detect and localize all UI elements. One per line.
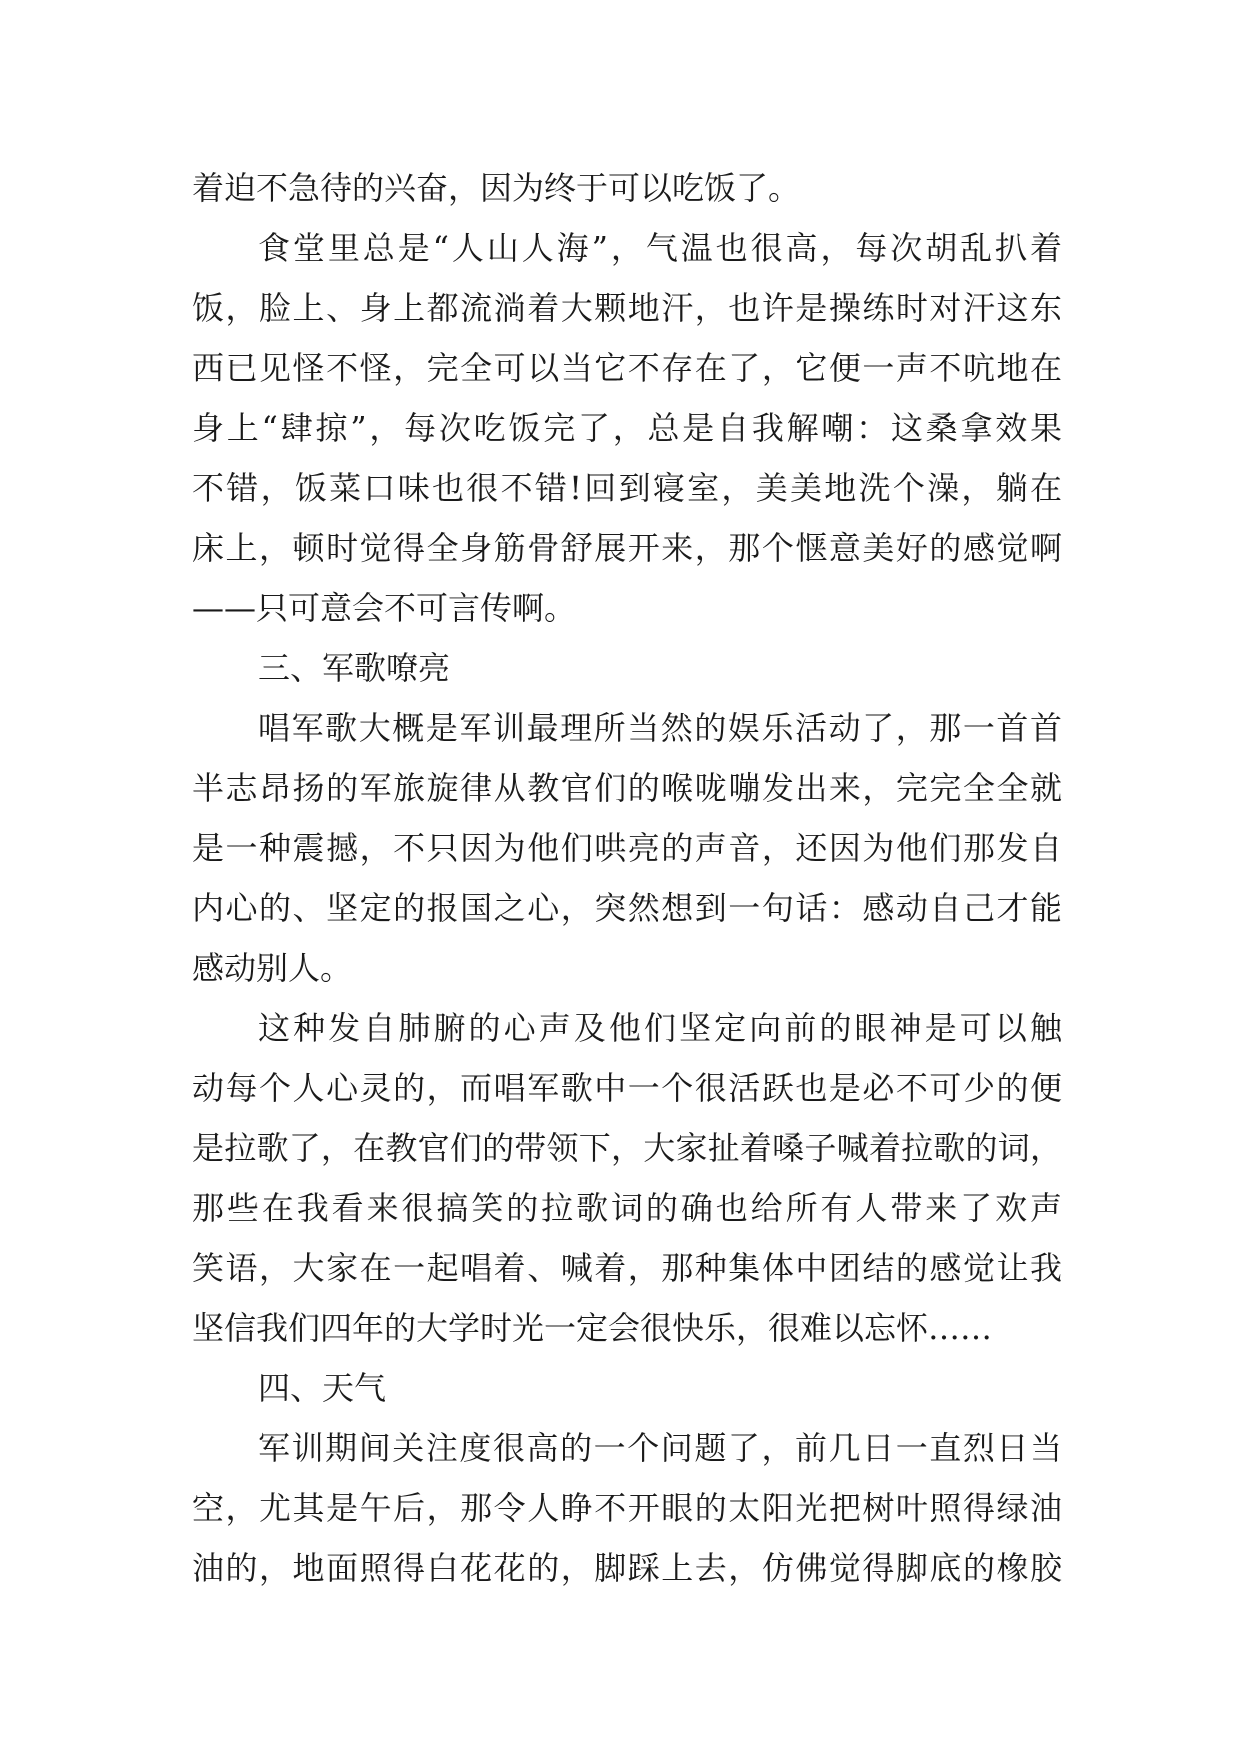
text-line: 床上，顿时觉得全身筋骨舒展开来，那个惬意美好的感觉啊: [192, 529, 1062, 567]
text-line: 动每个人心灵的，而唱军歌中一个很活跃也是必不可少的便: [192, 1069, 1062, 1107]
text-line: 是拉歌了，在教官们的带领下，大家扯着嗓子喊着拉歌的词，: [192, 1129, 1062, 1167]
text-line: 着迫不急待的兴奋，因为终于可以吃饭了。: [192, 169, 801, 207]
text-line: 内心的、坚定的报国之心，突然想到一句话：感动自己才能: [192, 889, 1062, 927]
text-line: 那些在我看来很搞笑的拉歌词的确也给所有人带来了欢声: [192, 1189, 1062, 1227]
text-line: 饭，脸上、身上都流淌着大颗地汗，也许是操练时对汗这东: [192, 289, 1062, 327]
text-line: 是一种震撼，不只因为他们哄亮的声音，还因为他们那发自: [192, 829, 1062, 867]
paragraph-first-line: 军训期间关注度很高的一个问题了，前几日一直烈日当: [258, 1429, 1062, 1467]
section-heading: 四、天气: [258, 1369, 387, 1407]
text-line: 不错，饭菜口味也很不错!回到寝室，美美地洗个澡，躺在: [192, 469, 1062, 507]
text-line: 坚信我们四年的大学时光一定会很快乐，很难以忘怀……: [192, 1309, 993, 1347]
text-line: 西已见怪不怪，完全可以当它不存在了，它便一声不吭地在: [192, 349, 1062, 387]
paragraph-first-line: 这种发自肺腑的心声及他们坚定向前的眼神是可以触: [258, 1009, 1062, 1047]
section-heading: 三、军歌嘹亮: [258, 649, 451, 687]
document-body: [192, 158, 1062, 1598]
text-line: ——只可意会不可言传啊。: [192, 589, 577, 627]
text-line: 油的，地面照得白花花的，脚踩上去，仿佛觉得脚底的橡胶: [192, 1549, 1062, 1587]
paragraph-first-line: 食堂里总是“人山人海”，气温也很高，每次胡乱扒着: [258, 229, 1062, 267]
text-line: 感动别人。: [192, 949, 353, 987]
text-line: 空，尤其是午后，那令人睁不开眼的太阳光把树叶照得绿油: [192, 1489, 1062, 1527]
text-line: 笑语，大家在一起唱着、喊着，那种集体中团结的感觉让我: [192, 1249, 1062, 1287]
text-line: 身上“肆掠”，每次吃饭完了，总是自我解嘲：这桑拿效果: [192, 409, 1062, 447]
text-line: 半志昂扬的军旅旋律从教官们的喉咙嘣发出来，完完全全就: [192, 769, 1062, 807]
paragraph-first-line: 唱军歌大概是军训最理所当然的娱乐活动了，那一首首: [258, 709, 1062, 747]
